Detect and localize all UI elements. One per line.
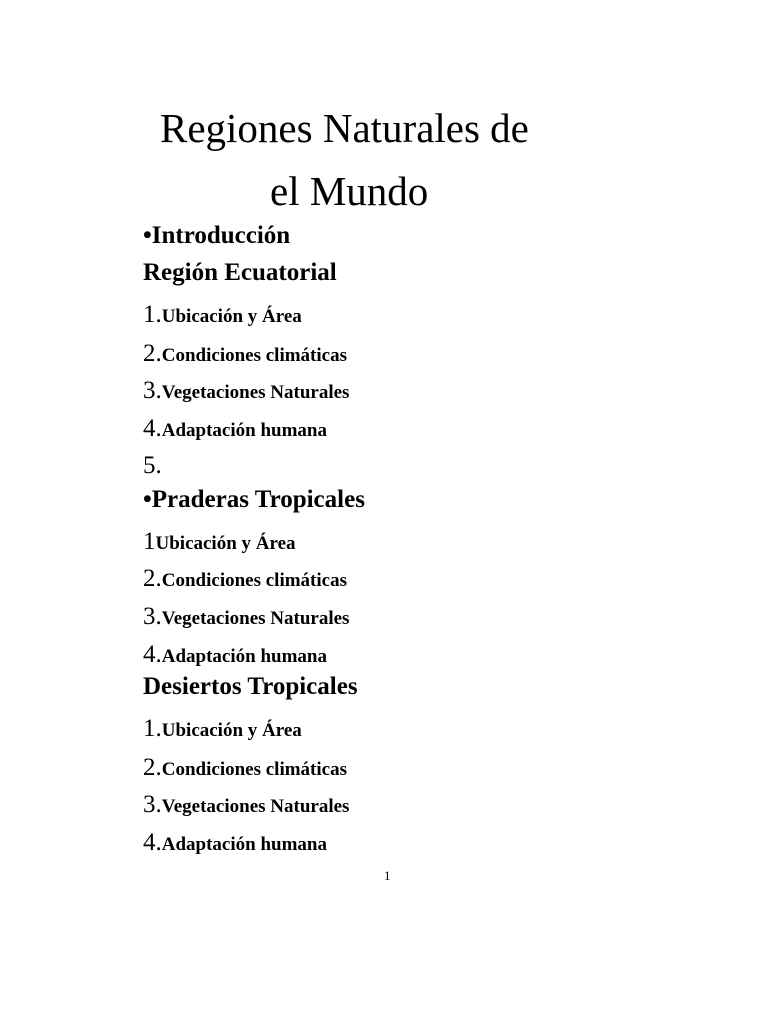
list-item xyxy=(143,416,327,441)
intro-heading: •Introducción xyxy=(143,222,291,249)
item-text: Vegetaciones Naturales xyxy=(161,608,350,629)
item-text: Ubicación y Área xyxy=(161,720,302,741)
item-number: 1. xyxy=(143,301,162,328)
title-line-2: el Mundo xyxy=(270,168,429,214)
title-line-1: Regiones Naturales de xyxy=(160,105,529,151)
list-item xyxy=(143,302,302,327)
list-item xyxy=(143,642,327,667)
list-item xyxy=(143,830,327,855)
item-number: 5. xyxy=(143,452,162,479)
section-heading-region-ecuatorial: Región Ecuatorial xyxy=(143,259,337,286)
item-number: 1 xyxy=(143,528,156,555)
item-text: Vegetaciones Naturales xyxy=(161,796,350,817)
section-heading-praderas-tropicales: •Praderas Tropicales xyxy=(143,486,365,513)
item-text: Adaptación humana xyxy=(161,420,327,441)
section-heading-desiertos-tropicales: Desiertos Tropicales xyxy=(143,673,358,700)
item-number: 2. xyxy=(143,340,162,367)
item-number: 2. xyxy=(143,754,162,781)
list-item xyxy=(143,566,347,591)
item-text: Condiciones climáticas xyxy=(161,345,347,366)
item-number: 4. xyxy=(143,415,162,442)
item-text: Adaptación humana xyxy=(161,834,327,855)
item-text: Ubicación y Área xyxy=(155,533,296,554)
item-number: 3. xyxy=(143,603,162,630)
list-item xyxy=(143,341,347,366)
list-item xyxy=(143,529,296,554)
item-text: Adaptación humana xyxy=(161,646,327,667)
page-number: 1 xyxy=(384,868,391,883)
list-item xyxy=(143,378,349,403)
item-number: 4. xyxy=(143,829,162,856)
item-number: 3. xyxy=(143,377,162,404)
item-number: 1. xyxy=(143,715,162,742)
item-text: Ubicación y Área xyxy=(161,306,302,327)
list-item xyxy=(143,716,302,741)
list-item xyxy=(143,453,162,478)
item-text: Vegetaciones Naturales xyxy=(161,382,350,403)
item-text: Condiciones climáticas xyxy=(161,570,347,591)
list-item xyxy=(143,792,349,817)
item-number: 3. xyxy=(143,791,162,818)
item-text: Condiciones climáticas xyxy=(161,759,347,780)
list-item xyxy=(143,604,349,629)
item-number: 2. xyxy=(143,565,162,592)
list-item xyxy=(143,755,347,780)
item-number: 4. xyxy=(143,641,162,668)
